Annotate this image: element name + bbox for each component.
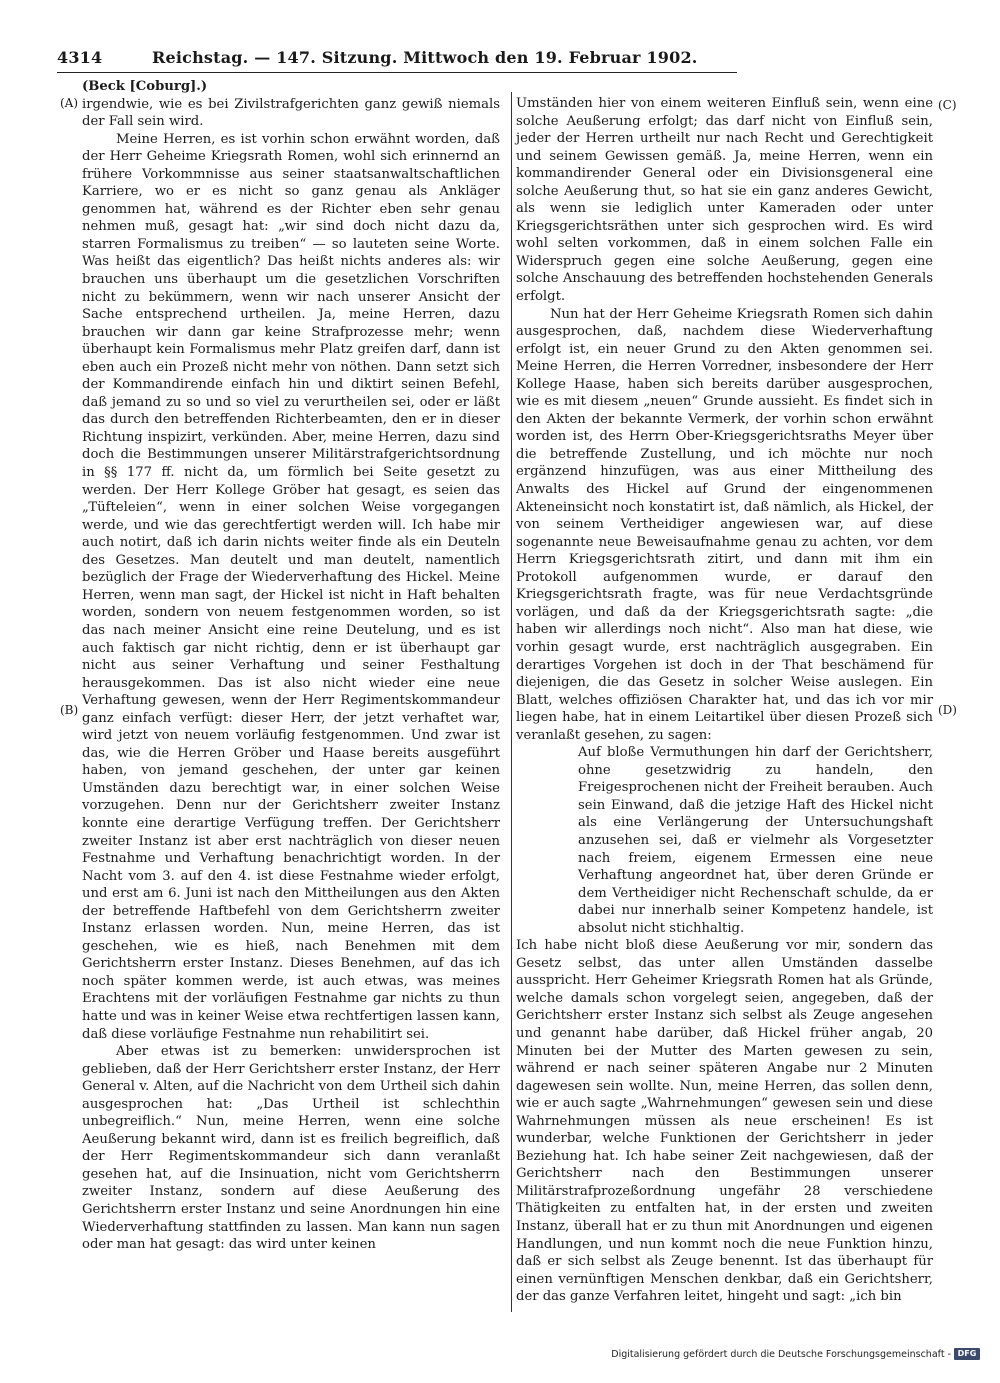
- margin-marker-d: (D): [938, 703, 957, 717]
- right-column: [516, 95, 933, 1306]
- page-header: [57, 46, 737, 70]
- digitization-credit: [611, 1346, 980, 1362]
- left-paragraph-2: Meine Herren, es ist vorhin schon erwähnt worden, daß der Herr Geheime Kriegsrath Romen, wohl sich erinnernd an frühere Vorkommnisse aus seiner staatsanwaltschaftlichen Karriere, wo er es nicht so ganz genau als Ankläger genommen hat, während es der Richter eben sehr genau nehmen muß, gesagt hat: „wir sind doch nicht dazu da, starren Formalismus zu treiben“ — so lauteten seine Worte. Was heißt das eigentlich? Das heißt nichts anderes als: wir brauchen uns überhaupt um die gesetzlichen Vorschriften nicht zu bekümmern, wenn wir nach unserer Ansicht der Sache entsprechend urtheilen. Ja, meine Herren, dazu brauchen wir dann gar keine Strafprozesse mehr; wenn überhaupt kein Formalismus mehr Platz greifen darf, dann ist eben auch ein Prozeß nicht mehr von nöthen. Dann setzt sich der Kommandirende einfach hin und diktirt seinen Befehl, daß jemand zu so und so viel zu verurtheilen sei, oder er läßt das durch den betreffenden Richterbeamten, den er in dieser Richtung inspizirt, verkünden. Aber, meine Herren, dazu sind doch die Bestimmungen unserer Militärstrafgerichtsordnung in §§ 177 ff. nicht da, um förmlich bei Seite gesetzt zu werden. Der Herr Kollege Gröber hat gesagt, es seien das „Tüfteleien“, wenn in einer solchen Weise vorgegangen werde, und wie das gerechtfertigt werden will. Ich habe mir auch notirt, daß ich darin nichts weiter finde als ein Deuteln des Gesetzes. Man deutelt und man deutelt, namentlich bezüglich der Frage der Wiederverhaftung des Hickel. Meine Herren, wenn man sagt, der Hickel ist nicht in Haft behalten worden, sondern von neuem festgenommen worden, so ist das nach meiner Ansicht eine reine Deutelung, und es ist auch faktisch gar nicht richtig, denn er ist überhaupt gar nicht aus seiner Verhaftung und seiner Festhaltung herausgekommen. Das ist also nicht wieder eine neue Verhaftung gewesen, wenn der Herr Regimentskommandeur ganz einfach verfügt: dieser Herr, der jetzt verhaftet war, wird jetzt von neuem vorläufig festgenommen. Und zwar ist das, wie die Herren Gröber und Haase bereits ausgeführt haben, von jemand geschehen, der unter gar keinen Umständen dazu berechtigt war, in einer solchen Weise vorzugehen. Denn nur der Gerichtsherr zweiter Instanz konnte eine derartige Verfügung treffen. Der Gerichtsherr zweiter Instanz ist aber erst nachträglich von dieser neuen Festnahme und Verhaftung benachrichtigt worden. In der Nacht vom 3. auf den 4. ist diese Festnahme wieder erfolgt, und erst am 6. Juni ist nach den Mittheilungen aus den Akten der betreffende Haftbefehl von dem Gerichtsherrn zweiter Instanz erlassen worden. Nun, meine Herren, das ist geschehen, wie es hieß, nach Benehmen mit dem Gerichtsherrn erster Instanz. Dieses Benehmen, auf das ich noch später kommen werde, ist auch etwas, was meines Erachtens mit der vorläufigen Festnahme gar nichts zu thun hatte und was in keiner Weise etwa rechtfertigen lassen kann, daß diese vorläufige Festnahme nun rehabilitirt sei.: [82, 131, 500, 1042]
- right-paragraph-1: Umständen hier von einem weiteren Einfluß sein, wenn eine solche Aeußerung erfolgt; das darf nicht von Einfluß sein, jeder der Herren urtheilt nur nach Recht und Gerechtigkeit und seinem Gewissen gemäß. Ja, meine Herren, wenn ein kommandirender General oder ein Divisionsgeneral eine solche Aeußerung thut, so hat sie ein ganz anderes Gewicht, als wenn sie lediglich unter Kameraden oder unter Kriegsgerichtsräthen unter sich gesprochen wird. Es wird wohl selten vorkommen, daß in einem solchen Falle ein Widerspruch gegen eine solche Aeußerung, gegen eine solche Anschauung des betreffenden hochstehenden Generals erfolgt.: [516, 96, 933, 305]
- right-paragraph-2: Nun hat der Herr Geheime Kriegsrath Romen sich dahin ausgesprochen, daß, nachdem diese Wiederverhaftung erfolgt ist, ein neuer Grund zu den Akten genommen sei. Meine Herren, die Herren Vorredner, insbesondere der Herr Kollege Haase, haben sich bereits darüber ausgesprochen, wie es mit diesem „neuen“ Grunde aussieht. Es findet sich in den Akten der bekannte Vermerk, der vorhin schon erwähnt worden ist, des Herrn Ober-Kriegsgerichtsraths Meyer über die betreffende Zustellung, und ich möchte nur noch ergänzend hinzufügen, was aus einer Mittheilung des Anwalts des Hickel auf Grund der eingenommenen Akteneinsicht noch konstatirt ist, daß nämlich, als Hickel, der von seinem Vertheidiger angewiesen war, auf diese sogenannte neue Beweisaufnahme genau zu achten, vor dem Herrn Kriegsgerichtsrath zitirt, und dann mit ihm ein Protokoll aufgenommen wurde, er darauf den Kriegsgerichtsrath fragte, was für neue Verdachtsgründe vorlägen, und daß da der Kriegsgerichtsrath sagte: „die haben wir allerdings noch nicht“. Also man hat diese, wie vorhin gesagt wurde, erst nachträglich ausgegraben. Ein derartiges Vorgehen ist doch in der That beschämend für diejenigen, die das Gesetz in solcher Weise auslegen. Ein Blatt, welches offiziösen Charakter hat, und das ich vor mir liegen habe, hat in einem Leitartikel über diesen Prozeß sich veranlaßt gesehen, zu sagen:: [516, 306, 933, 743]
- left-paragraph-1: irgendwie, wie es bei Zivilstrafgerichten ganz gewiß niemals der Fall sein wird.: [82, 96, 500, 130]
- left-column: [82, 78, 500, 1254]
- dfg-logo: DFG: [954, 1348, 980, 1360]
- page-title: Reichstag. — 147. Sitzung. Mittwoch den 19. Februar 1902.: [152, 48, 698, 67]
- margin-marker-b: (B): [60, 703, 79, 717]
- right-paragraph-4: Ich habe nicht bloß diese Aeußerung vor mir, sondern das Gesetz selbst, das unter allen Umständen dasselbe ausspricht. Herr Geheimer Kriegsrath Romen hat als Gründe, welche damals schon vorgelegt seien, angegeben, daß der Gerichtsherr erster Instanz sich selbst als Zeuge angesehen und genannt habe darüber, daß Hickel früher angab, 20 Minuten bei der Mutter des Marten gewesen zu sein, während er nach seiner späteren Angabe nur 2 Minuten dagewesen sein wollte. Nun, meine Herren, das sollen denn, wie er auch sagte „Wahrnehmungen“ gewesen sein und diese Wahrnehmungen müssen als neue erscheinen! Es ist wunderbar, welche Funktionen der Gerichtsherr in jeder Beziehung hat. Ich habe seiner Zeit nachgewiesen, daß der Gerichtsherr nach den Bestimmungen unserer Militärstrafprozeßordnung ungefähr 28 verschiedene Thätigkeiten zu entfalten hat, in der ersten und zweiten Instanz, überall hat er zu thun mit Anordnungen und eigenen Handlungen, und nun kommt noch die neue Funktion hinzu, daß er sich selbst als Zeuge benennt. Ist das überhaupt für einen vernünftigen Menschen denkbar, daß ein Gerichtsherr, der das ganze Verfahren leitet, hingeht und sagt: „ich bin: [516, 938, 933, 1305]
- margin-marker-a: (A): [60, 96, 79, 110]
- column-divider: [511, 92, 512, 1312]
- page-number: 4314: [57, 48, 103, 67]
- footer-credit-text: Digitalisierung gefördert durch die Deutsche Forschungsgemeinschaft -: [611, 1348, 951, 1360]
- header-rule: [57, 72, 737, 73]
- speaker-attribution: (Beck [Coburg].): [82, 79, 208, 94]
- block-quote: Auf bloße Vermuthungen hin darf der Gerichtsherr, ohne gesetzwidrig zu handeln, den Freigesprochenen nicht der Freiheit berauben. Auch sein Einwand, daß die jetzige Haft des Hickel nicht als eine Verlängerung der Untersuchungshaft anzusehen sei, daß er vielmehr als Vorgesetzter nach freiem, eigenem Ermessen eine neue Verhaftung angeordnet hat, über deren Gründe er dem Vertheidiger nicht Rechenschaft schulde, da er dabei nur innerhalb seiner Kompetenz handele, ist absolut nicht stichhaltig.: [578, 745, 933, 936]
- margin-marker-c: (C): [938, 98, 957, 112]
- left-paragraph-3: Aber etwas ist zu bemerken: unwidersprochen ist geblieben, daß der Herr Gerichtsherr erster Instanz, der Herr General v. Alten, auf die Nachricht von dem Urtheil sich dahin ausgesprochen hat: „Das Urtheil ist schlechthin unbegreiflich.“ Nun, meine Herren, wenn eine solche Aeußerung bekannt wird, dann ist es freilich begreiflich, daß der Herr Regimentskommandeur sich dann veranlaßt gesehen hat, auf die Insinuation, nicht vom Gerichtsherrn zweiter Instanz, sondern auf diese Aeußerung des Gerichtsherrn erster Instanz und seine Anordnungen hin eine Wiederverhaftung stattfinden zu lassen. Man kann nun sagen oder man hat gesagt: das wird unter keinen: [82, 1044, 500, 1253]
